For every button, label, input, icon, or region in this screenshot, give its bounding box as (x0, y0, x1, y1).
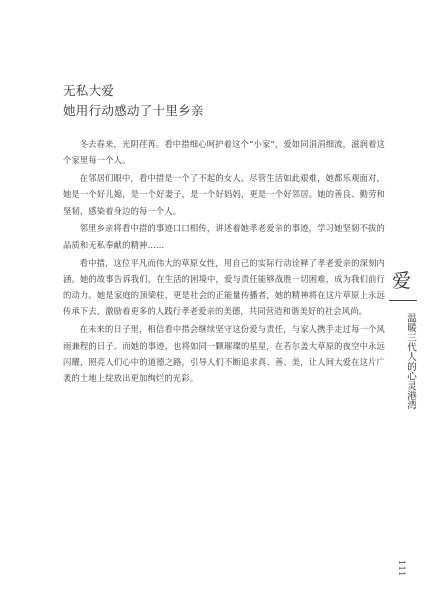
page-number: 111 (397, 560, 406, 577)
paragraph: 看中措，这位平凡而伟大的草原女性，用自己的实际行动诠释了孝老爱亲的深刻内涵。她的故事告诉我们，在生活的困境中，爱与责任能够战胜一切困难，成为我们前行的动力。她是家庭的顶梁柱，更是社会的正能量传播者，她的精神将在这片草原上永远传承下去，激励着更多的人践行孝老爱亲的美德，共同营造和谐美好的社会风尚。 (63, 257, 385, 317)
heading-line-1: 无私大爱 (63, 83, 115, 98)
heading-line-2: 她用行动感动了十里乡亲 (63, 103, 204, 118)
chapter-character: 爱 (392, 270, 412, 292)
body-text (63, 136, 385, 388)
paragraph: 邻里乡亲将看中措的事迹口口相传，讲述着她孝老爱亲的事迹，学习她坚韧不拔的品质和无私奉献的精神…… (63, 223, 385, 250)
chapter-divider (389, 300, 417, 301)
chapter-vertical-title: 温暖三代人的心灵港湾 (405, 313, 416, 410)
paragraph: 在未来的日子里，相信看中措会继续坚守这份爱与责任，与家人携手走过每一个风雨兼程的日子。而她的事迹，也将如同一颗璀璨的星星，在若尔盖大草原的夜空中永远闪耀，照亮人们心中的道德之路，引导人们不断追求真、善、美，让人间大爱在这片广袤的土地上绽放出更加绚烂的光彩。 (63, 324, 385, 384)
paragraph: 冬去春来，光阴荏苒。看中措细心呵护着这个“小家”，爱如同涓涓细流，滋润着这个家里每一个人。 (63, 139, 385, 166)
section-heading (63, 81, 343, 121)
paragraph: 在邻居们眼中，看中措是一个了不起的女人。尽管生活如此艰难，她都乐观面对，她是一个好儿媳，是一个好妻子，是一个好妈妈，更是一个好邻居。她的善良、勤劳和坚韧，感染着身边的每一个人。 (63, 173, 385, 216)
